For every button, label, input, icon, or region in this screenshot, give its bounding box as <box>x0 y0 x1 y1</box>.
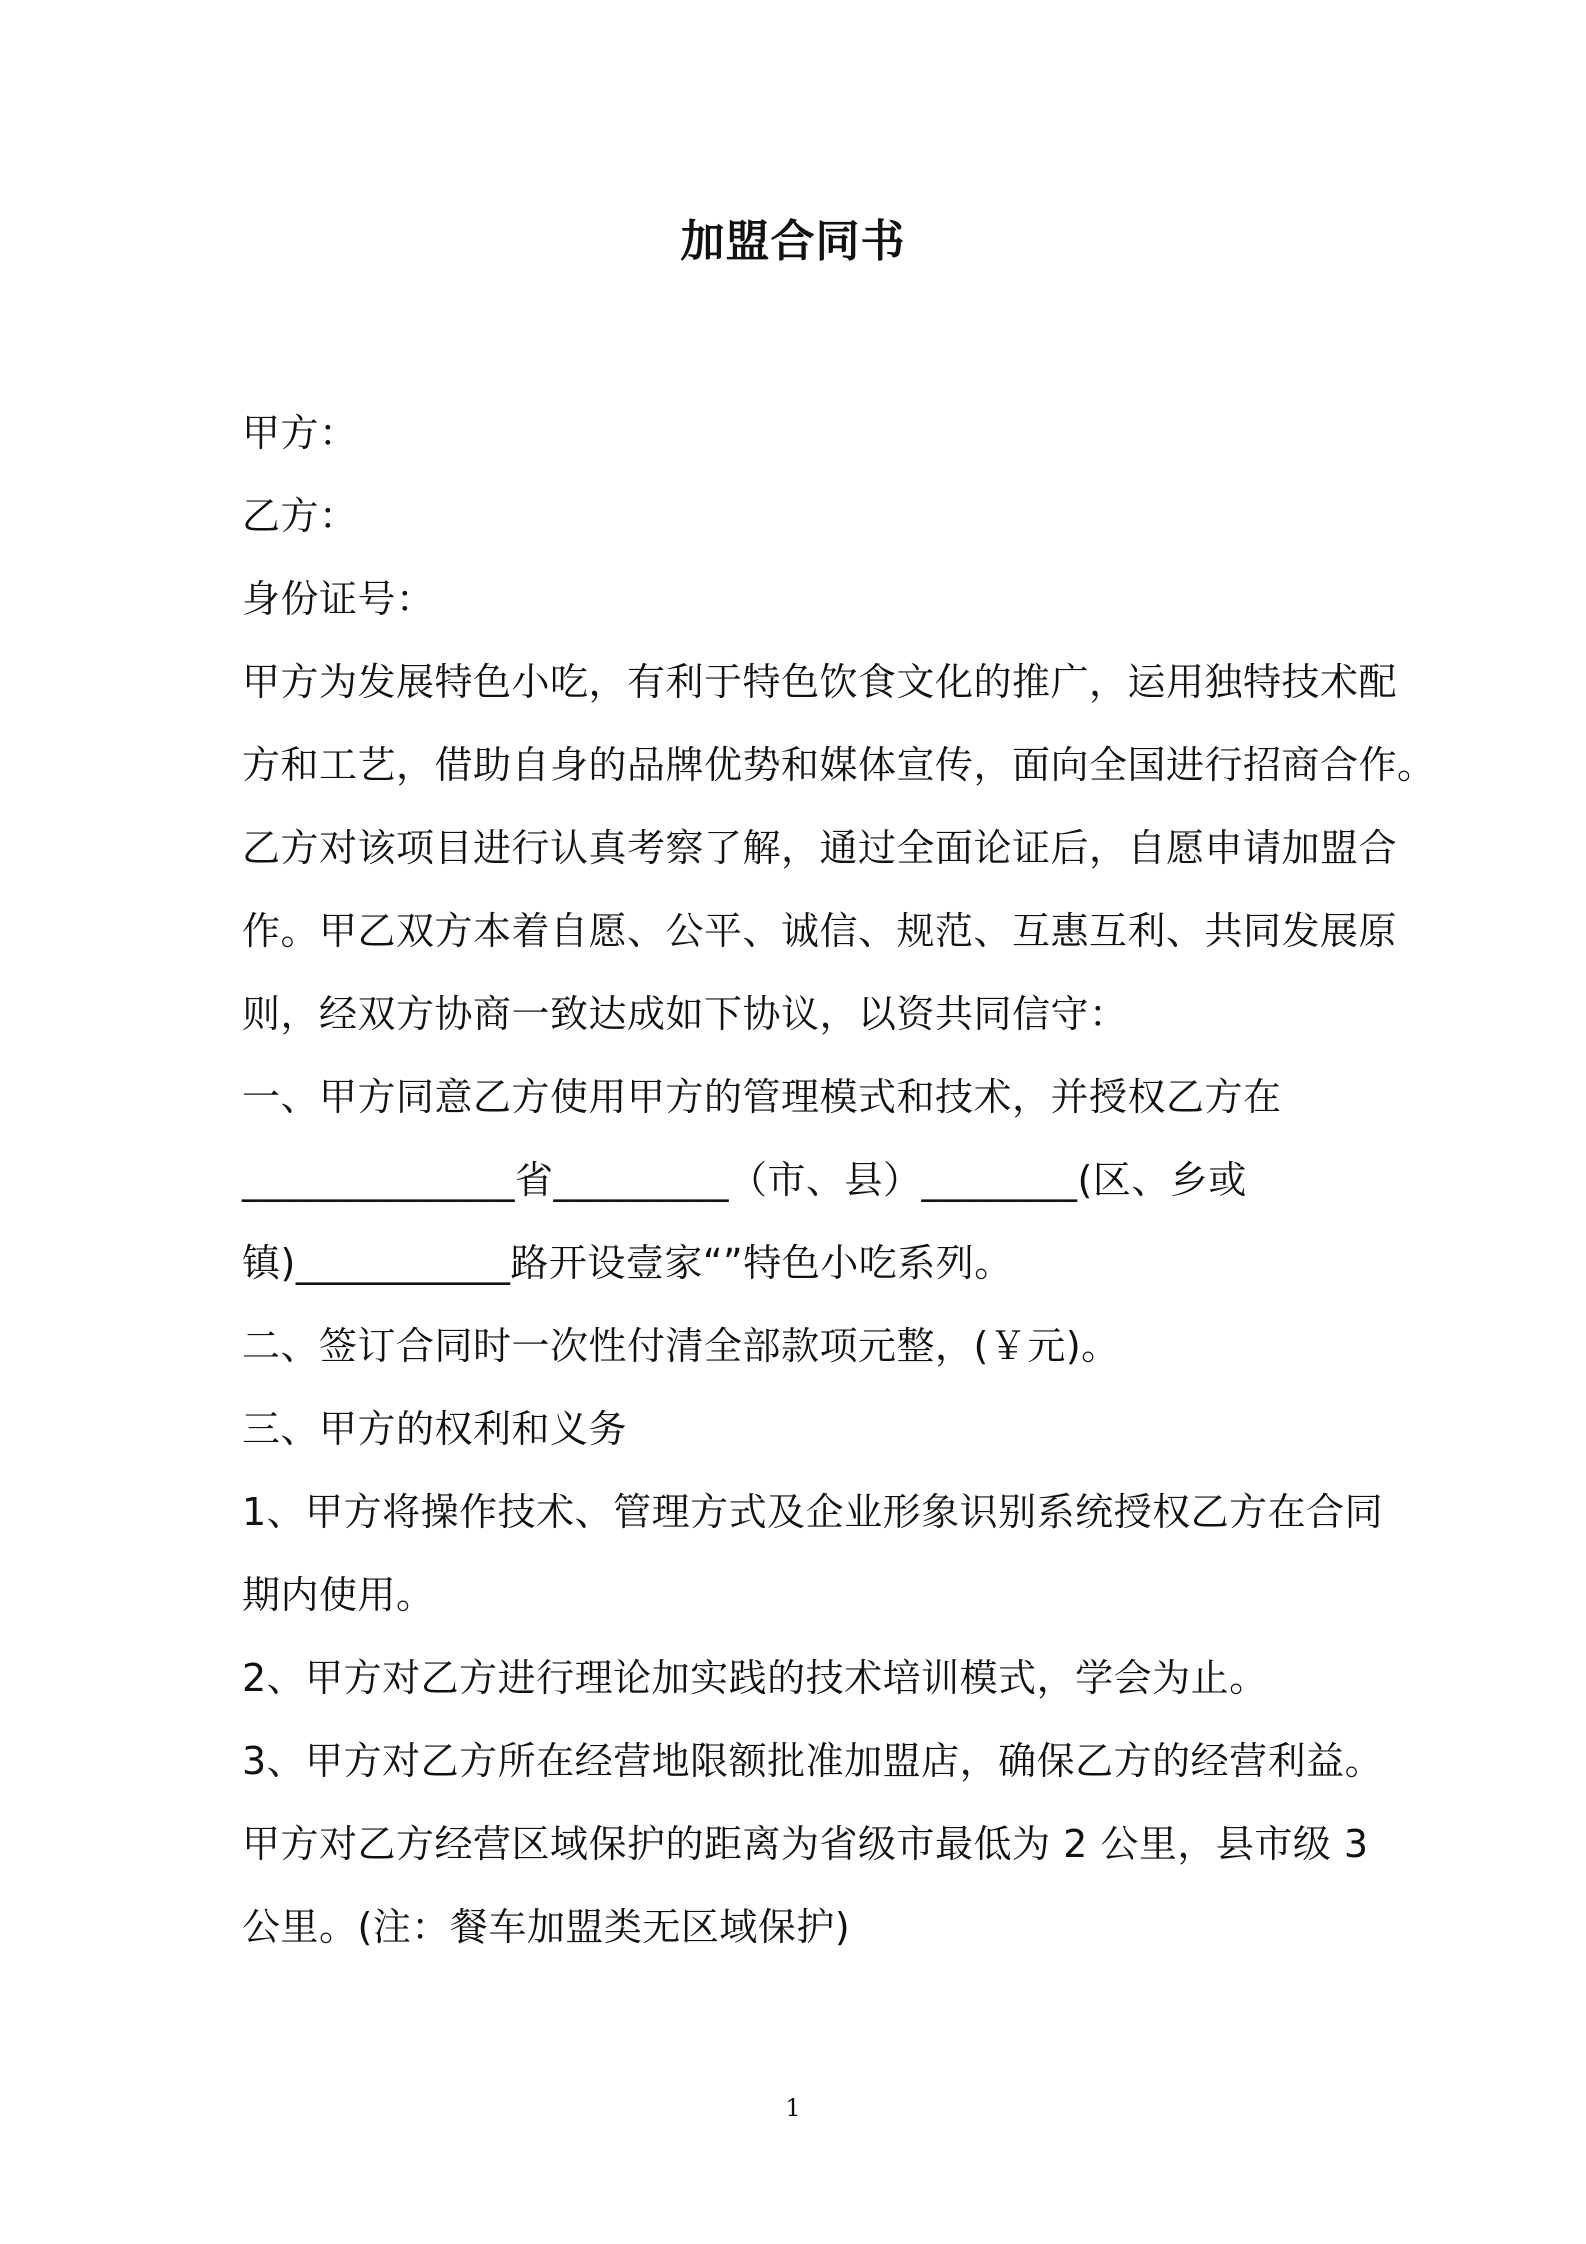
clause-3-3-line-1: 3、甲方对乙方所在经营地限额批准加盟店，确保乙方的经营利益。 <box>242 1739 1384 1783</box>
clause-1-line-1: 一、甲方同意乙方使用甲方的管理模式和技术，并授权乙方在 <box>242 1075 1282 1119</box>
clause-3-1-line-2: 期内使用。 <box>242 1573 435 1617</box>
intro-line-1: 甲方为发展特色小吃，有利于特色饮食文化的推广，运用独特技术配 <box>242 660 1398 704</box>
document-title: 加盟合同书 <box>680 216 906 267</box>
party-b-line: 乙方： <box>242 494 358 538</box>
clause-3-heading: 三、甲方的权利和义务 <box>242 1407 628 1451</box>
page-number: 1 <box>785 2094 801 2122</box>
party-a-line: 甲方： <box>242 411 358 455</box>
intro-line-2: 方和工艺，借助自身的品牌优势和媒体宣传，面向全国进行招商合作。 <box>242 743 1436 787</box>
clause-2-line: 二、签订合同时一次性付清全部款项元整，(￥元)。 <box>242 1324 1120 1368</box>
id-number-line: 身份证号： <box>242 577 435 621</box>
intro-line-4: 作。甲乙双方本着自愿、公平、诚信、规范、互惠互利、共同发展原 <box>242 909 1398 953</box>
intro-line-3: 乙方对该项目进行认真考察了解，通过全面论证后，自愿申请加盟合 <box>242 826 1398 870</box>
intro-line-5: 则，经双方协商一致达成如下协议，以资共同信守： <box>242 992 1128 1036</box>
clause-1-line-2: ______________省_________（市、县）________(区、乡或 <box>242 1158 1247 1202</box>
clause-3-3-line-3: 公里。(注：餐车加盟类无区域保护) <box>242 1905 851 1949</box>
clause-3-2-line: 2、甲方对乙方进行理论加实践的技术培训模式，学会为止。 <box>242 1656 1268 1700</box>
clause-3-3-line-2: 甲方对乙方经营区域保护的距离为省级市最低为 2 公里，县市级 3 <box>242 1822 1369 1866</box>
clause-1-line-3: 镇)___________路开设壹家“”特色小吃系列。 <box>242 1241 1013 1285</box>
clause-3-1-line-1: 1、甲方将操作技术、管理方式及企业形象识别系统授权乙方在合同 <box>242 1490 1384 1534</box>
